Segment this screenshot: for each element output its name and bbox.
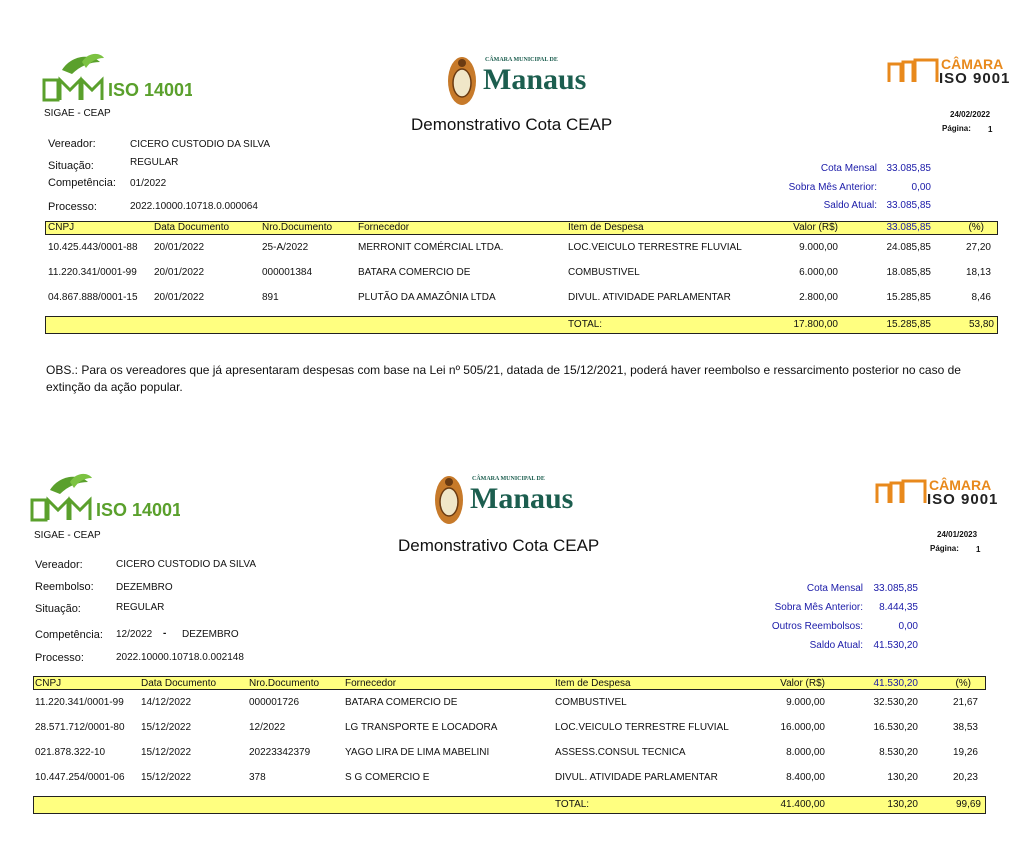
- cmm-iso14001-logo: [30, 472, 180, 524]
- camara-iso9001-logo: [875, 477, 1005, 511]
- cell-fornecedor: MERRONIT COMÉRCIAL LTDA.: [358, 242, 504, 253]
- col-header-pct: (%): [955, 678, 971, 689]
- cell-saldo: 18.085,85: [886, 267, 931, 278]
- field-value-competencia: 12/2022: [116, 629, 153, 640]
- cell-valor: 9.000,00: [799, 242, 838, 253]
- col-header-cnpj: CNPJ: [35, 678, 62, 689]
- cell-data: 20/01/2022: [154, 267, 205, 278]
- cell-data: 20/01/2022: [154, 242, 205, 253]
- page-number: 1: [976, 545, 981, 554]
- field-value-situacao: REGULAR: [116, 602, 165, 613]
- cell-item: DIVUL. ATIVIDADE PARLAMENTAR: [568, 292, 731, 303]
- col-header-data: Data Documento: [154, 222, 230, 233]
- cell-fornecedor: S G COMERCIO E: [345, 772, 430, 783]
- field-label-situacao: Situação:: [35, 603, 81, 615]
- col-header-valor: Valor (R$): [780, 678, 825, 689]
- obs-line-1: OBS.: Para os vereadores que já apresentaram despesas com base na Lei nº 505/21, datada de 15/12/2021, poderá haver reembolso e ressarcimento posterior no caso de: [46, 363, 961, 377]
- summary-value-sobra: 0,00: [911, 182, 931, 193]
- col-header-item: Item de Despesa: [555, 678, 631, 689]
- total-pct: 99,69: [955, 799, 981, 810]
- cell-item: COMBUSTIVEL: [568, 267, 640, 278]
- competencia-separator: -: [163, 628, 167, 639]
- field-label-processo: Processo:: [35, 652, 84, 664]
- total-pct: 53,80: [968, 319, 994, 330]
- manaus-small-text: CÂMARA MUNICIPAL DE: [485, 57, 558, 63]
- cell-cnpj: 11.220.341/0001-99: [48, 267, 137, 278]
- competencia-month: DEZEMBRO: [182, 629, 239, 640]
- summary-value-cota: 33.085,85: [886, 163, 931, 174]
- page-label: Página:: [942, 124, 971, 133]
- cell-saldo: 130,20: [887, 772, 918, 783]
- camara-top-text: CÂMARA: [941, 56, 1004, 72]
- col-header-nro: Nro.Documento: [249, 678, 320, 689]
- summary-label-saldo: Saldo Atual:: [823, 200, 877, 211]
- obs-line-2: extinção da ação popular.: [46, 380, 183, 394]
- col-header-valor: Valor (R$): [793, 222, 838, 233]
- cell-item: DIVUL. ATIVIDADE PARLAMENTAR: [555, 772, 718, 783]
- field-value-situacao: REGULAR: [130, 157, 179, 168]
- field-label-vereador: Vereador:: [35, 559, 83, 571]
- summary-value-outros: 0,00: [898, 621, 918, 632]
- cell-pct: 38,53: [952, 722, 978, 733]
- cell-cnpj: 28.571.712/0001-80: [35, 722, 125, 733]
- report-date: 24/02/2022: [950, 110, 991, 119]
- cell-item: COMBUSTIVEL: [555, 697, 627, 708]
- cell-valor: 8.000,00: [786, 747, 825, 758]
- field-label-situacao: Situação:: [48, 160, 94, 172]
- cell-valor: 2.800,00: [799, 292, 838, 303]
- col-header-item: Item de Despesa: [568, 222, 644, 233]
- system-name: SIGAE - CEAP: [34, 530, 101, 541]
- cell-valor: 9.000,00: [786, 697, 825, 708]
- total-valor: 41.400,00: [780, 799, 825, 810]
- summary-label-sobra: Sobra Mês Anterior:: [774, 602, 863, 613]
- col-header-saldo: 33.085,85: [886, 222, 931, 233]
- cell-cnpj: 10.425.443/0001-88: [48, 242, 138, 253]
- cell-valor: 8.400,00: [786, 772, 825, 783]
- field-label-vereador: Vereador:: [48, 138, 96, 150]
- manaus-small-text: CÂMARA MUNICIPAL DE: [472, 476, 545, 482]
- camara-iso9001-logo: [887, 56, 1017, 90]
- field-label-processo: Processo:: [48, 201, 97, 213]
- field-label-competencia: Competência:: [48, 177, 116, 189]
- page-number: 1: [988, 125, 993, 134]
- cell-nro: 25-A/2022: [262, 242, 309, 253]
- cell-data: 15/12/2022: [141, 747, 192, 758]
- manaus-big-text: Manaus: [470, 482, 574, 515]
- cell-item: ASSESS.CONSUL TECNICA: [555, 747, 686, 758]
- total-bar: [33, 796, 986, 814]
- report-date: 24/01/2023: [937, 530, 978, 539]
- summary-value-saldo: 33.085,85: [886, 200, 931, 211]
- camara-bottom-text: ISO 9001: [927, 491, 999, 508]
- cell-nro: 891: [262, 292, 279, 303]
- page-label: Página:: [930, 544, 959, 553]
- cell-data: 14/12/2022: [141, 697, 192, 708]
- cell-saldo: 8.530,20: [879, 747, 918, 758]
- cell-cnpj: 021.878.322-10: [35, 747, 106, 758]
- col-header-nro: Nro.Documento: [262, 222, 333, 233]
- cell-pct: 27,20: [965, 242, 991, 253]
- summary-value-saldo: 41.530,20: [873, 640, 918, 651]
- field-value-vereador: CICERO CUSTODIO DA SILVA: [116, 559, 257, 570]
- cell-data: 15/12/2022: [141, 772, 192, 783]
- cell-data: 15/12/2022: [141, 722, 192, 733]
- total-saldo: 130,20: [887, 799, 918, 810]
- summary-label-cota: Cota Mensal: [820, 163, 877, 174]
- col-header-cnpj: CNPJ: [48, 222, 75, 233]
- cell-data: 20/01/2022: [154, 292, 205, 303]
- cell-nro: 378: [249, 772, 266, 783]
- cell-nro: 000001726: [249, 697, 300, 708]
- camara-bottom-text: ISO 9001: [939, 70, 1011, 87]
- field-label-reembolso: Reembolso:: [35, 581, 94, 593]
- field-value-competencia: 01/2022: [130, 178, 167, 189]
- cell-cnpj: 11.220.341/0001-99: [35, 697, 124, 708]
- col-header-fornecedor: Fornecedor: [358, 222, 410, 233]
- summary-value-cota: 33.085,85: [873, 583, 918, 594]
- camara-top-text: CÂMARA: [929, 477, 992, 493]
- total-bar: [45, 316, 998, 334]
- col-header-saldo: 41.530,20: [873, 678, 918, 689]
- cell-fornecedor: BATARA COMERCIO DE: [345, 697, 458, 708]
- cell-pct: 21,67: [952, 697, 978, 708]
- total-valor: 17.800,00: [793, 319, 838, 330]
- cell-fornecedor: BATARA COMERCIO DE: [358, 267, 471, 278]
- manaus-logo: [445, 55, 595, 107]
- cell-nro: 000001384: [262, 267, 313, 278]
- total-saldo: 15.285,85: [886, 319, 931, 330]
- cell-cnpj: 04.867.888/0001-15: [48, 292, 138, 303]
- field-value-vereador: CICERO CUSTODIO DA SILVA: [130, 139, 271, 150]
- cell-saldo: 15.285,85: [886, 292, 931, 303]
- cell-pct: 19,26: [952, 747, 978, 758]
- cell-fornecedor: YAGO LIRA DE LIMA MABELINI: [345, 747, 490, 758]
- cell-valor: 16.000,00: [780, 722, 825, 733]
- summary-value-sobra: 8.444,35: [879, 602, 918, 613]
- system-name: SIGAE - CEAP: [44, 108, 111, 119]
- cell-nro: 20223342379: [249, 747, 311, 758]
- summary-label-outros: Outros Reembolsos:: [771, 621, 863, 632]
- field-value-processo: 2022.10000.10718.0.002148: [116, 652, 244, 663]
- cell-pct: 8,46: [971, 292, 991, 303]
- cell-cnpj: 10.447.254/0001-06: [35, 772, 125, 783]
- summary-label-sobra: Sobra Mês Anterior:: [788, 182, 877, 193]
- col-header-pct: (%): [968, 222, 984, 233]
- cell-nro: 12/2022: [249, 722, 286, 733]
- cell-valor: 6.000,00: [799, 267, 838, 278]
- col-header-fornecedor: Fornecedor: [345, 678, 397, 689]
- page-title: Demonstrativo Cota CEAP: [411, 115, 613, 134]
- cell-saldo: 24.085,85: [886, 242, 931, 253]
- svg-text:ISO 14001: ISO 14001: [96, 500, 180, 520]
- field-label-competencia: Competência:: [35, 629, 103, 641]
- total-label: TOTAL:: [568, 319, 603, 330]
- summary-label-cota: Cota Mensal: [806, 583, 863, 594]
- field-value-reembolso: DEZEMBRO: [116, 582, 173, 593]
- manaus-logo: [432, 474, 582, 526]
- cell-saldo: 16.530,20: [873, 722, 918, 733]
- total-label: TOTAL:: [555, 799, 590, 810]
- svg-text:ISO 14001: ISO 14001: [108, 80, 192, 100]
- cell-item: LOC.VEICULO TERRESTRE FLUVIAL: [568, 242, 742, 253]
- cell-saldo: 32.530,20: [873, 697, 918, 708]
- cell-pct: 20,23: [952, 772, 978, 783]
- col-header-data: Data Documento: [141, 678, 217, 689]
- manaus-big-text: Manaus: [483, 63, 587, 96]
- page-title: Demonstrativo Cota CEAP: [398, 536, 600, 555]
- field-value-processo: 2022.10000.10718.0.000064: [130, 201, 258, 212]
- cell-fornecedor: LG TRANSPORTE E LOCADORA: [345, 722, 498, 733]
- cell-item: LOC.VEICULO TERRESTRE FLUVIAL: [555, 722, 729, 733]
- cell-fornecedor: PLUTÃO DA AMAZÔNIA LTDA: [358, 292, 496, 303]
- cell-pct: 18,13: [965, 267, 991, 278]
- summary-label-saldo: Saldo Atual:: [809, 640, 863, 651]
- cmm-iso14001-logo: [42, 52, 192, 104]
